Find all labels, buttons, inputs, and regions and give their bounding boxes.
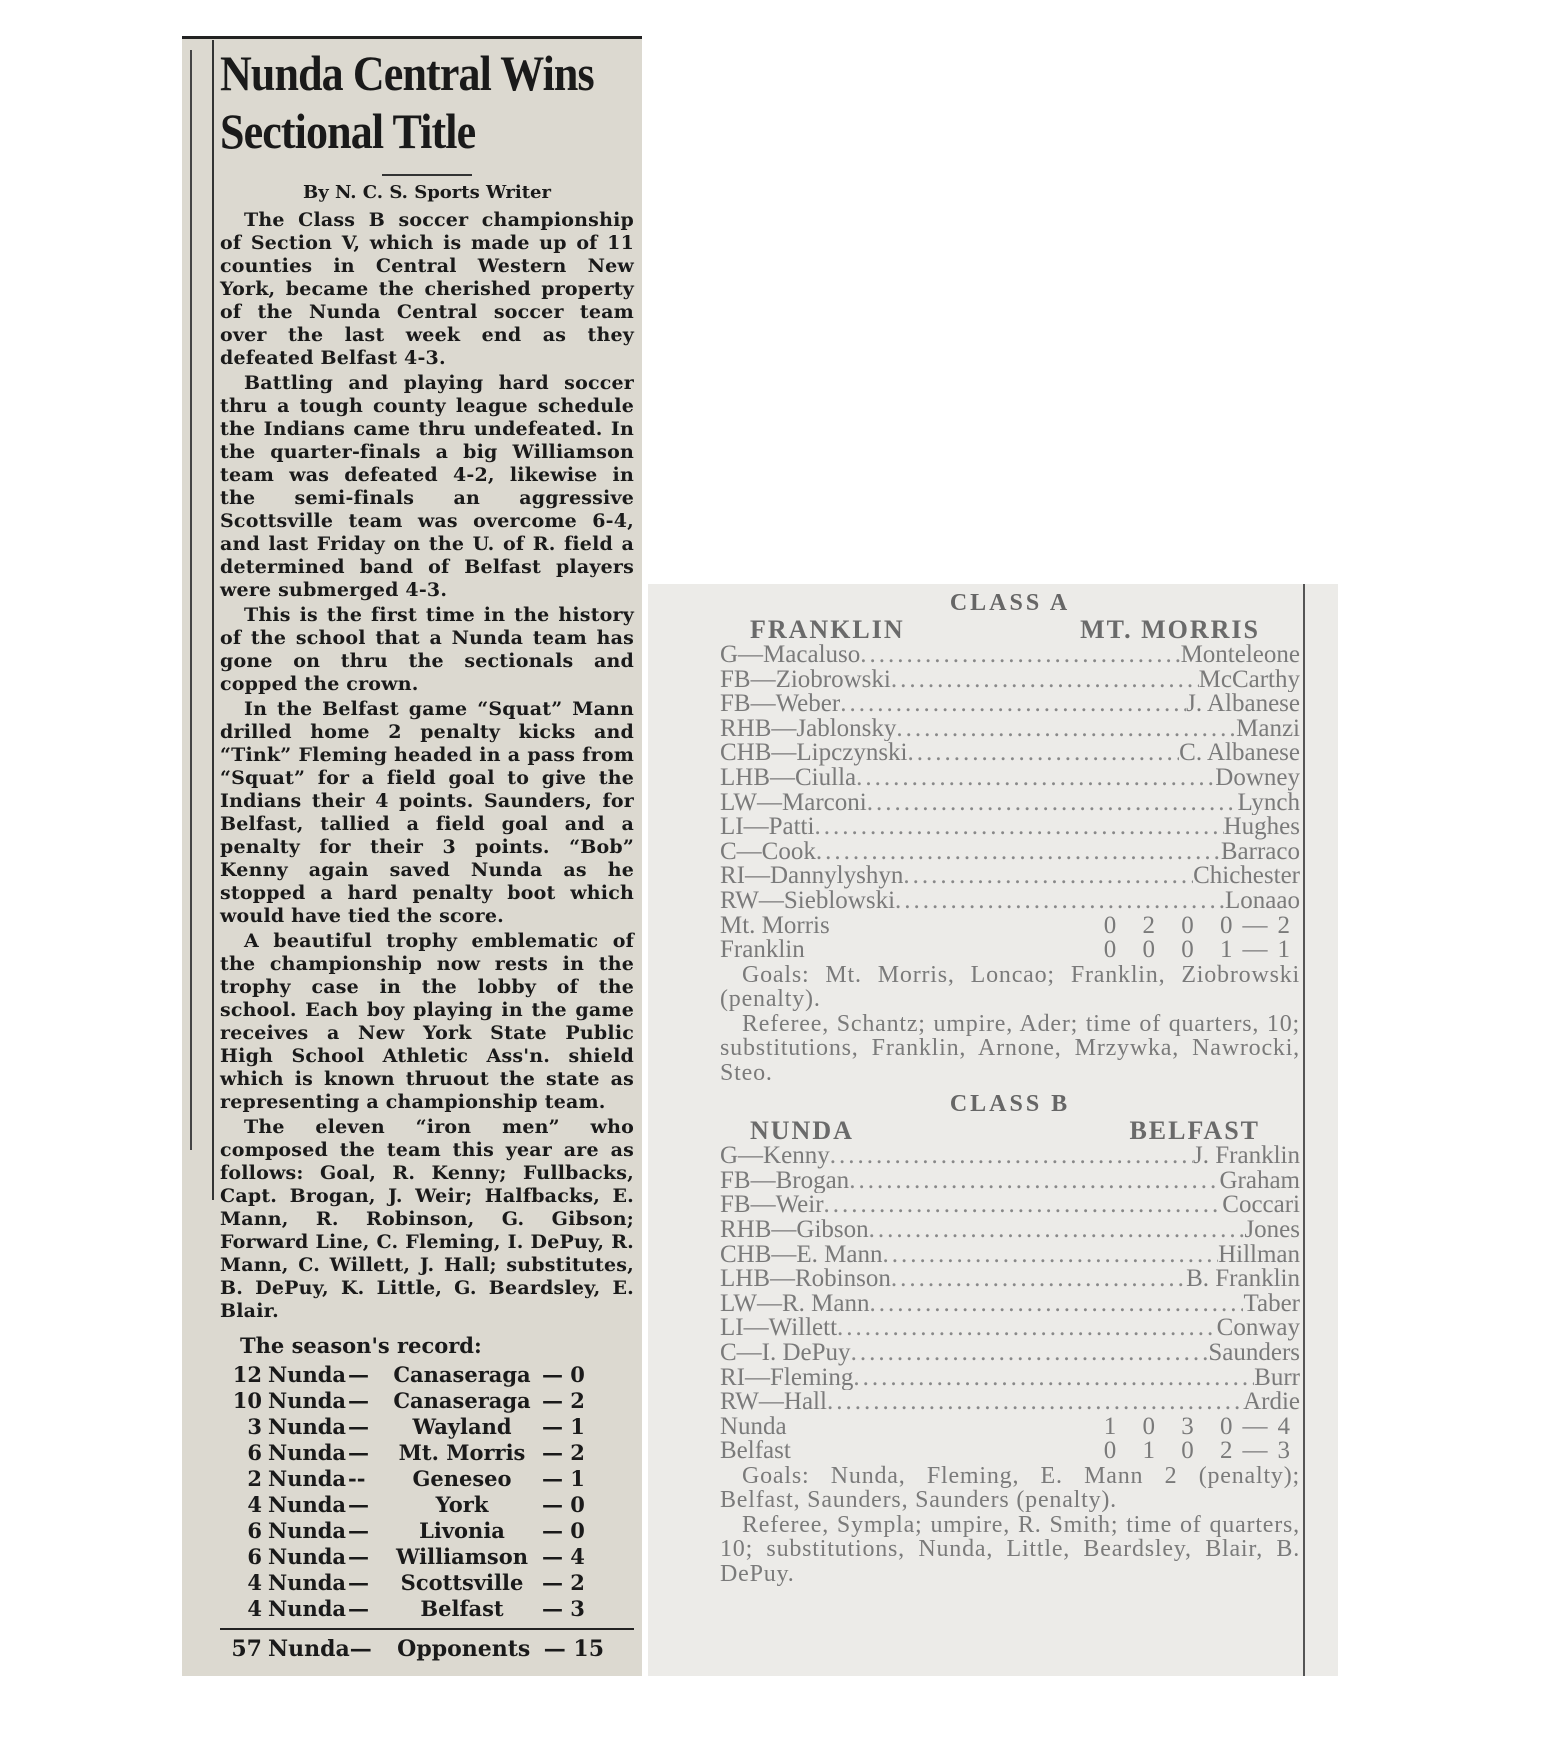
score-team: Nunda (720, 1412, 787, 1440)
score-row (720, 911, 1300, 939)
lineup-row (720, 717, 1300, 742)
record-heading: The season's record: (240, 1333, 482, 1358)
leader-dots (827, 1390, 1243, 1415)
table-row (220, 1492, 634, 1518)
away-team: BELFAST (1129, 1116, 1260, 1146)
lineup-right: Monteleone (1180, 643, 1300, 668)
score-row (720, 1412, 1300, 1440)
opponent-cell: Opponents (397, 1636, 531, 1662)
referee-note: Referee, Schantz; umpire, Ader; time of quarters, 10; substitutions, Franklin, Arnone, Mrzywka, Nawrocki, Steo. (720, 1010, 1300, 1086)
lineup-right: J. Franklin (1193, 1144, 1300, 1169)
dash-cell: -- (348, 1466, 366, 1491)
leader-dots (837, 1316, 1217, 1341)
lineup-row (720, 815, 1300, 840)
score-team: Franklin (720, 936, 805, 964)
lineup-row (720, 1267, 1300, 1292)
table-row (220, 1596, 634, 1622)
score-quarters: 0 0 0 1—1 (1103, 936, 1300, 964)
lineup-right: Manzi (1236, 716, 1300, 742)
leader-dots (870, 1292, 1244, 1317)
table-row (220, 1570, 634, 1596)
lineup-right: Saunders (1208, 1340, 1300, 1366)
class-b-teams (720, 1118, 1300, 1144)
leader-dots (853, 1366, 1254, 1391)
score-cell: 12 (232, 1362, 262, 1387)
class-a-notes (720, 963, 1300, 1086)
lineup-right: Coccari (1222, 1193, 1300, 1218)
lineup-left: RHB—Gibson (720, 1218, 869, 1243)
table-row (220, 1544, 634, 1570)
boxscore-clipping (648, 584, 1338, 1676)
byline: By N. C. S. Sports Writer (303, 182, 551, 203)
lineup-left: FB—Weir (720, 1193, 824, 1218)
score-row (720, 938, 1300, 963)
team-cell: Nunda (268, 1466, 347, 1491)
dash-cell: — (348, 1440, 369, 1465)
leader-dots (867, 791, 1238, 816)
dash-cell: — (348, 1518, 369, 1543)
paragraph: The eleven “iron men” who composed the team this year are as follows: Goal, R. Kenny; Fullbacks, Capt. Brogan, J. Weir; Halfbacks, E. Mann, R. Robinson, G. Gibson; Forward Line, C. Fleming, I. DePuy, R. Mann, C. Willett, J. Hall; substitutes, B. DePuy, K. Little, G. Beardsley, E. Blair. (220, 1116, 634, 1322)
score-team: Belfast (720, 1437, 791, 1465)
result-cell: — 1 (542, 1466, 585, 1491)
team-cell: Nunda (268, 1636, 350, 1662)
score-quarters: 1 0 3 0—4 (1103, 1412, 1300, 1440)
lineup-left: RW—Sieblowski (720, 888, 896, 914)
result-cell: — 3 (542, 1596, 585, 1621)
paragraph: The Class B soccer championship of Section V, which is made up of 11 counties in Central Western New York, became the cherished property of the Nunda Central soccer team over the last week end as they defeated Belfast 4-3. (220, 209, 634, 369)
paragraph: This is the first time in the history of the school that a Nunda team has gone on thru the sectionals and copped the crown. (220, 604, 634, 695)
article-column (220, 44, 634, 1662)
dash-cell: — (348, 1414, 369, 1439)
class-a-lineup (720, 643, 1300, 914)
home-team: FRANKLIN (750, 615, 905, 644)
lineup-right: Taber (1243, 1291, 1300, 1317)
score-team: Mt. Morris (720, 911, 830, 939)
lineup-right: Ardie (1243, 1390, 1300, 1415)
dash-cell: — (348, 1544, 369, 1569)
score-cell: 6 (247, 1544, 262, 1569)
team-cell: Nunda (268, 1440, 347, 1465)
paragraph: A beautiful trophy emblematic of the championship now rests in the trophy case in the lobby of the school. Each boy playing in the game receives a New York State Public High School Athletic Ass'n. shield which is known thruout the state as representing a championship team. (220, 930, 634, 1113)
lineup-left: RI—Dannylyshyn (720, 864, 904, 889)
opponent-cell: Canaseraga (393, 1362, 531, 1387)
score-cell: 6 (247, 1518, 262, 1543)
leader-dots (903, 864, 1193, 889)
lineup-left: LW—Marconi (720, 790, 867, 816)
score-cell: 3 (247, 1414, 262, 1439)
result-cell: — 2 (542, 1388, 585, 1413)
lineup-row (720, 889, 1300, 914)
lineup-left: RW—Hall (720, 1390, 827, 1415)
dash-cell: — (348, 1596, 369, 1621)
headline-line-2: Sectional Title (220, 103, 476, 159)
class-b-notes (720, 1464, 1300, 1587)
team-cell: Nunda (268, 1596, 347, 1621)
lineup-right: Burr (1254, 1365, 1300, 1391)
lineup-right: Downey (1215, 765, 1300, 791)
result-cell: — 0 (542, 1492, 585, 1517)
score-row (720, 1439, 1300, 1464)
leader-dots (908, 741, 1180, 766)
lineup-row (720, 1243, 1300, 1268)
headline (220, 44, 634, 160)
season-total (220, 1636, 634, 1662)
team-cell: Nunda (268, 1570, 347, 1595)
score-cell: 4 (247, 1596, 262, 1621)
table-row (220, 1362, 634, 1388)
lineup-right: Hughes (1223, 815, 1300, 840)
dash-cell: — (348, 1388, 369, 1413)
headline-line-1: Nunda Central Wins (220, 45, 594, 101)
lineup-left: C—Cook (720, 839, 816, 865)
result-cell: — 0 (542, 1362, 585, 1387)
score-cell: 4 (247, 1492, 262, 1517)
table-row (220, 1440, 634, 1466)
dash-cell: — (349, 1636, 372, 1662)
leader-dots (860, 643, 1180, 668)
team-cell: Nunda (268, 1544, 347, 1569)
opponent-cell: Geneseo (412, 1466, 512, 1491)
lineup-left: LI—Willett (720, 1316, 838, 1341)
opponent-cell: Scottsville (400, 1570, 524, 1595)
lineup-row (720, 840, 1300, 865)
column-rule (212, 40, 214, 1200)
lineup-row (720, 643, 1300, 668)
leader-dots (891, 668, 1199, 693)
away-team: MT. MORRIS (1080, 615, 1260, 644)
goals-note: Goals: Mt. Morris, Loncao; Franklin, Ziobrowski (penalty). (720, 961, 1300, 1013)
class-b-lineup (720, 1144, 1300, 1415)
lineup-right: Chichester (1193, 864, 1300, 889)
lineup-row (720, 1390, 1300, 1415)
lineup-left: LI—Patti (720, 815, 815, 840)
result-cell: — 4 (542, 1544, 585, 1569)
lineup-left: FB—Weber (720, 692, 841, 717)
lineup-row (720, 1218, 1300, 1243)
lineup-left: LW—R. Mann (720, 1291, 870, 1317)
leader-dots (830, 1144, 1193, 1169)
lineup-left: FB—Ziobrowski (720, 667, 891, 693)
result-cell: — 15 (543, 1636, 605, 1662)
leader-dots (840, 692, 1186, 717)
opponent-cell: Livonia (419, 1518, 505, 1543)
table-row (220, 1414, 634, 1440)
score-cell: 4 (247, 1570, 262, 1595)
lineup-row (720, 1341, 1300, 1366)
lineup-right: Graham (1219, 1168, 1300, 1194)
opponent-cell: York (435, 1492, 489, 1517)
score-quarters: 0 1 0 2—3 (1103, 1437, 1300, 1465)
article-body (220, 209, 634, 1323)
headline-divider (382, 174, 472, 176)
lineup-row (720, 1366, 1300, 1391)
team-cell: Nunda (268, 1492, 347, 1517)
goals-note: Goals: Nunda, Fleming, E. Mann 2 (penalty); Belfast, Saunders, Saunders (penalty). (720, 1462, 1300, 1514)
lineup-right: C. Albanese (1179, 741, 1300, 766)
lineup-row (720, 864, 1300, 889)
lineup-row (720, 1292, 1300, 1317)
lineup-right: J. Albanese (1186, 692, 1300, 717)
team-cell: Nunda (268, 1518, 347, 1543)
total-row (220, 1636, 634, 1662)
lineup-right: Barraco (1220, 839, 1300, 865)
lineup-row (720, 692, 1300, 717)
lineup-right: Lynch (1237, 790, 1300, 816)
lineup-right: B. Franklin (1186, 1267, 1300, 1292)
leader-dots (856, 766, 1215, 791)
lineup-right: Conway (1216, 1316, 1300, 1341)
table-row (220, 1466, 634, 1492)
paragraph: Battling and playing hard soccer thru a tough county league schedule the Indians came thru undefeated. In the quarter-finals a big Williamson team was defeated 4-2, likewise in the semi-finals an aggressive Scottsville team was overcome 6-4, and last Friday on the U. of R. field a determined band of Belfast players were submerged 4-3. (220, 372, 634, 601)
leader-dots (814, 815, 1223, 840)
referee-note: Referee, Sympla; umpire, R. Smith; time of quarters, 10; substitutions, Nunda, Little, Beardsley, Blair, B. DePuy. (720, 1511, 1300, 1587)
leader-dots (824, 1193, 1223, 1218)
column-rule-outer (190, 50, 192, 1150)
lineup-row (720, 741, 1300, 766)
class-a-teams (720, 617, 1300, 643)
opponent-cell: Wayland (412, 1414, 512, 1439)
lineup-left: LHB—Ciulla (720, 765, 857, 791)
leader-dots (851, 1341, 1209, 1366)
lineup-left: FB—Brogan (720, 1168, 850, 1194)
lineup-left: CHB—Lipczynski (720, 741, 908, 766)
leader-dots (895, 889, 1225, 914)
leader-dots (849, 1169, 1219, 1194)
lineup-row (720, 791, 1300, 816)
lineup-left: LHB—Robinson (720, 1267, 891, 1292)
score-cell: 6 (247, 1440, 262, 1465)
result-cell: — 0 (542, 1518, 585, 1543)
lineup-left: CHB—E. Mann (720, 1242, 883, 1268)
top-rule (182, 36, 642, 39)
opponent-cell: Mt. Morris (398, 1440, 526, 1465)
lineup-right: Lonaao (1225, 888, 1300, 914)
lineup-right: Hillman (1218, 1242, 1300, 1268)
score-cell: 10 (232, 1388, 262, 1413)
article-clipping (182, 36, 642, 1676)
lineup-row (720, 1316, 1300, 1341)
team-cell: Nunda (268, 1414, 347, 1439)
opponent-cell: Belfast (420, 1596, 504, 1621)
leader-dots (869, 1218, 1245, 1243)
team-cell: Nunda (268, 1388, 347, 1413)
lineup-right: McCarthy (1198, 667, 1300, 693)
lineup-right: Jones (1244, 1218, 1300, 1243)
opponent-cell: Williamson (395, 1544, 529, 1569)
total-rule (220, 1628, 634, 1630)
leader-dots (883, 1243, 1219, 1268)
boxscore-column (720, 584, 1300, 1586)
leader-dots (891, 1267, 1186, 1292)
result-cell: — 1 (542, 1414, 585, 1439)
table-row (220, 1388, 634, 1414)
class-b-heading: CLASS B (949, 1091, 1071, 1118)
dash-cell: — (348, 1570, 369, 1595)
leader-dots (816, 840, 1221, 865)
lineup-left: RHB—Jablonsky (720, 716, 897, 742)
lineup-left: G—Kenny (720, 1144, 830, 1169)
paragraph: In the Belfast game “Squat” Mann drilled home 2 penalty kicks and “Tink” Fleming headed in a pass from “Squat” for a field goal to give the Indians their 4 points. Saunders, for Belfast, tallied a field goal and a penalty for their 3 points. “Bob” Kenny again saved Nunda as he stopped a hard penalty boot which would have tied the score. (220, 698, 634, 927)
lineup-left: C—I. DePuy (720, 1340, 851, 1366)
lineup-left: G—Macaluso (720, 643, 861, 668)
column-rule (1303, 584, 1305, 1676)
result-cell: — 2 (542, 1440, 585, 1465)
class-a-heading: CLASS A (949, 590, 1071, 616)
result-cell: — 2 (542, 1570, 585, 1595)
leader-dots (896, 717, 1236, 742)
dash-cell: — (348, 1362, 369, 1387)
team-cell: Nunda (268, 1362, 347, 1387)
score-cell: 57 (231, 1636, 262, 1662)
lineup-left: RI—Fleming (720, 1365, 854, 1391)
opponent-cell: Canaseraga (393, 1388, 531, 1413)
season-record-table (220, 1362, 634, 1622)
score-cell: 2 (247, 1466, 262, 1491)
dash-cell: — (348, 1492, 369, 1517)
score-quarters: 0 2 0 0—2 (1103, 911, 1300, 939)
lineup-row (720, 1193, 1300, 1218)
home-team: NUNDA (750, 1116, 854, 1146)
table-row (220, 1518, 634, 1544)
lineup-row (720, 668, 1300, 693)
lineup-row (720, 1169, 1300, 1194)
lineup-row (720, 766, 1300, 791)
lineup-row (720, 1144, 1300, 1169)
